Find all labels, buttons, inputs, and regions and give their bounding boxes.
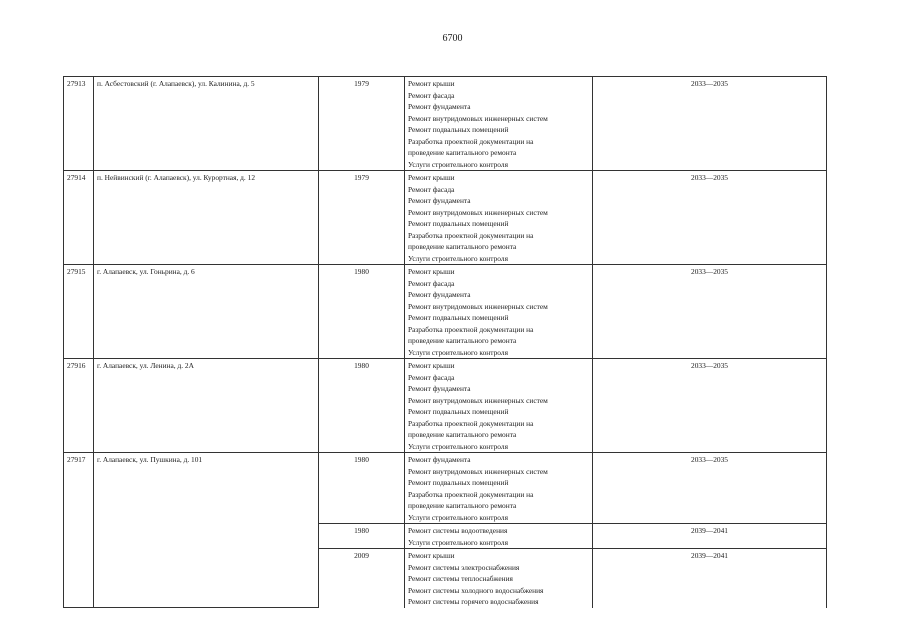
work-item: Ремонт фасада	[408, 278, 455, 288]
period-cell: 2039—2041	[593, 549, 827, 608]
work-item: Ремонт фасада	[408, 184, 455, 194]
work-item: Услуги строительного контроля	[408, 159, 508, 169]
work-item: Ремонт фундамента	[408, 455, 471, 464]
row-number: 27916	[64, 359, 94, 453]
work-item: Ремонт фундамента	[408, 384, 471, 393]
work-item: Ремонт системы горячего водоснабжения	[408, 597, 539, 606]
year-cell: 1979	[319, 171, 405, 265]
capital-repair-table	[63, 76, 827, 608]
work-item: Ремонт крыши	[408, 361, 455, 370]
row-number: 27913	[64, 77, 94, 171]
year-cell: 1980	[319, 453, 405, 524]
work-item: Ремонт внутридомовых инженерных систем	[408, 395, 548, 405]
work-item: Ремонт фасада	[408, 90, 455, 100]
works-cell	[405, 265, 593, 359]
period-cell: 2033—2035	[593, 359, 827, 453]
period-cell: 2033—2035	[593, 171, 827, 265]
work-item: Разработка проектной документации на	[408, 136, 534, 146]
address-cell: г. Алапаевск, ул. Пушкина, д. 101	[94, 453, 319, 608]
work-item: Ремонт подвальных помещений	[408, 125, 509, 134]
work-item: Ремонт подвальных помещений	[408, 407, 509, 416]
address-cell: п. Асбестовский (г. Алапаевск), ул. Калинина, д. 5	[94, 77, 319, 171]
work-item: Ремонт системы электроснабжения	[408, 562, 520, 572]
work-item: Ремонт крыши	[408, 267, 455, 276]
work-item: проведение капитального ремонта	[408, 501, 517, 510]
work-item: Ремонт внутридомовых инженерных систем	[408, 301, 548, 311]
period-cell: 2033—2035	[593, 77, 827, 171]
row-number: 27914	[64, 171, 94, 265]
work-item: Разработка проектной документации на	[408, 418, 534, 428]
table-row	[64, 453, 827, 524]
work-item: проведение капитального ремонта	[408, 430, 517, 439]
year-cell: 1980	[319, 265, 405, 359]
works-cell	[405, 453, 593, 524]
works-cell	[405, 171, 593, 265]
table-row	[64, 265, 827, 359]
work-item: Услуги строительного контроля	[408, 347, 508, 357]
work-item: Разработка проектной документации на	[408, 230, 534, 240]
work-item: Ремонт фундамента	[408, 290, 471, 299]
table-row	[64, 77, 827, 171]
work-item: Ремонт системы теплоснабжения	[408, 574, 513, 583]
period-cell: 2033—2035	[593, 265, 827, 359]
work-item: Ремонт фундамента	[408, 102, 471, 111]
works-cell	[405, 77, 593, 171]
work-item: Ремонт крыши	[408, 79, 455, 88]
works-cell	[405, 359, 593, 453]
year-cell: 2009	[319, 549, 405, 608]
table-row	[64, 359, 827, 453]
work-item: Услуги строительного контроля	[408, 441, 508, 451]
period-cell: 2033—2035	[593, 453, 827, 524]
page-number: 6700	[442, 33, 463, 44]
work-item: Ремонт системы холодного водоснабжения	[408, 585, 544, 595]
address-cell: г. Алапаевск, ул. Ленина, д. 2А	[94, 359, 319, 453]
address-cell: п. Нейвинский (г. Алапаевск), ул. Курортная, д. 12	[94, 171, 319, 265]
work-item: Ремонт внутридомовых инженерных систем	[408, 466, 548, 476]
work-item: Услуги строительного контроля	[408, 537, 508, 547]
work-item: проведение капитального ремонта	[408, 148, 517, 157]
work-item: Ремонт крыши	[408, 551, 455, 560]
address-cell: г. Алапаевск, ул. Гоньрина, д. 6	[94, 265, 319, 359]
work-item: Ремонт подвальных помещений	[408, 313, 509, 322]
period-cell: 2039—2041	[593, 524, 827, 549]
work-item: Ремонт крыши	[408, 173, 455, 182]
work-item: Ремонт внутридомовых инженерных систем	[408, 113, 548, 123]
work-item: Ремонт подвальных помещений	[408, 478, 509, 487]
row-number: 27917	[64, 453, 94, 608]
work-item: Ремонт внутридомовых инженерных систем	[408, 207, 548, 217]
work-item: Ремонт фундамента	[408, 196, 471, 205]
works-cell	[405, 524, 593, 549]
work-item: Разработка проектной документации на	[408, 489, 534, 499]
work-item: Ремонт фасада	[408, 372, 455, 382]
work-item: проведение капитального ремонта	[408, 336, 517, 345]
year-cell: 1980	[319, 524, 405, 549]
table-row	[64, 171, 827, 265]
year-cell: 1980	[319, 359, 405, 453]
work-item: Услуги строительного контроля	[408, 512, 508, 522]
work-item: Услуги строительного контроля	[408, 253, 508, 263]
row-number: 27915	[64, 265, 94, 359]
work-item: Ремонт подвальных помещений	[408, 219, 509, 228]
work-item: проведение капитального ремонта	[408, 242, 517, 251]
work-item: Ремонт системы водоотведения	[408, 526, 508, 535]
work-item: Разработка проектной документации на	[408, 324, 534, 334]
works-cell	[405, 549, 593, 608]
year-cell: 1979	[319, 77, 405, 171]
